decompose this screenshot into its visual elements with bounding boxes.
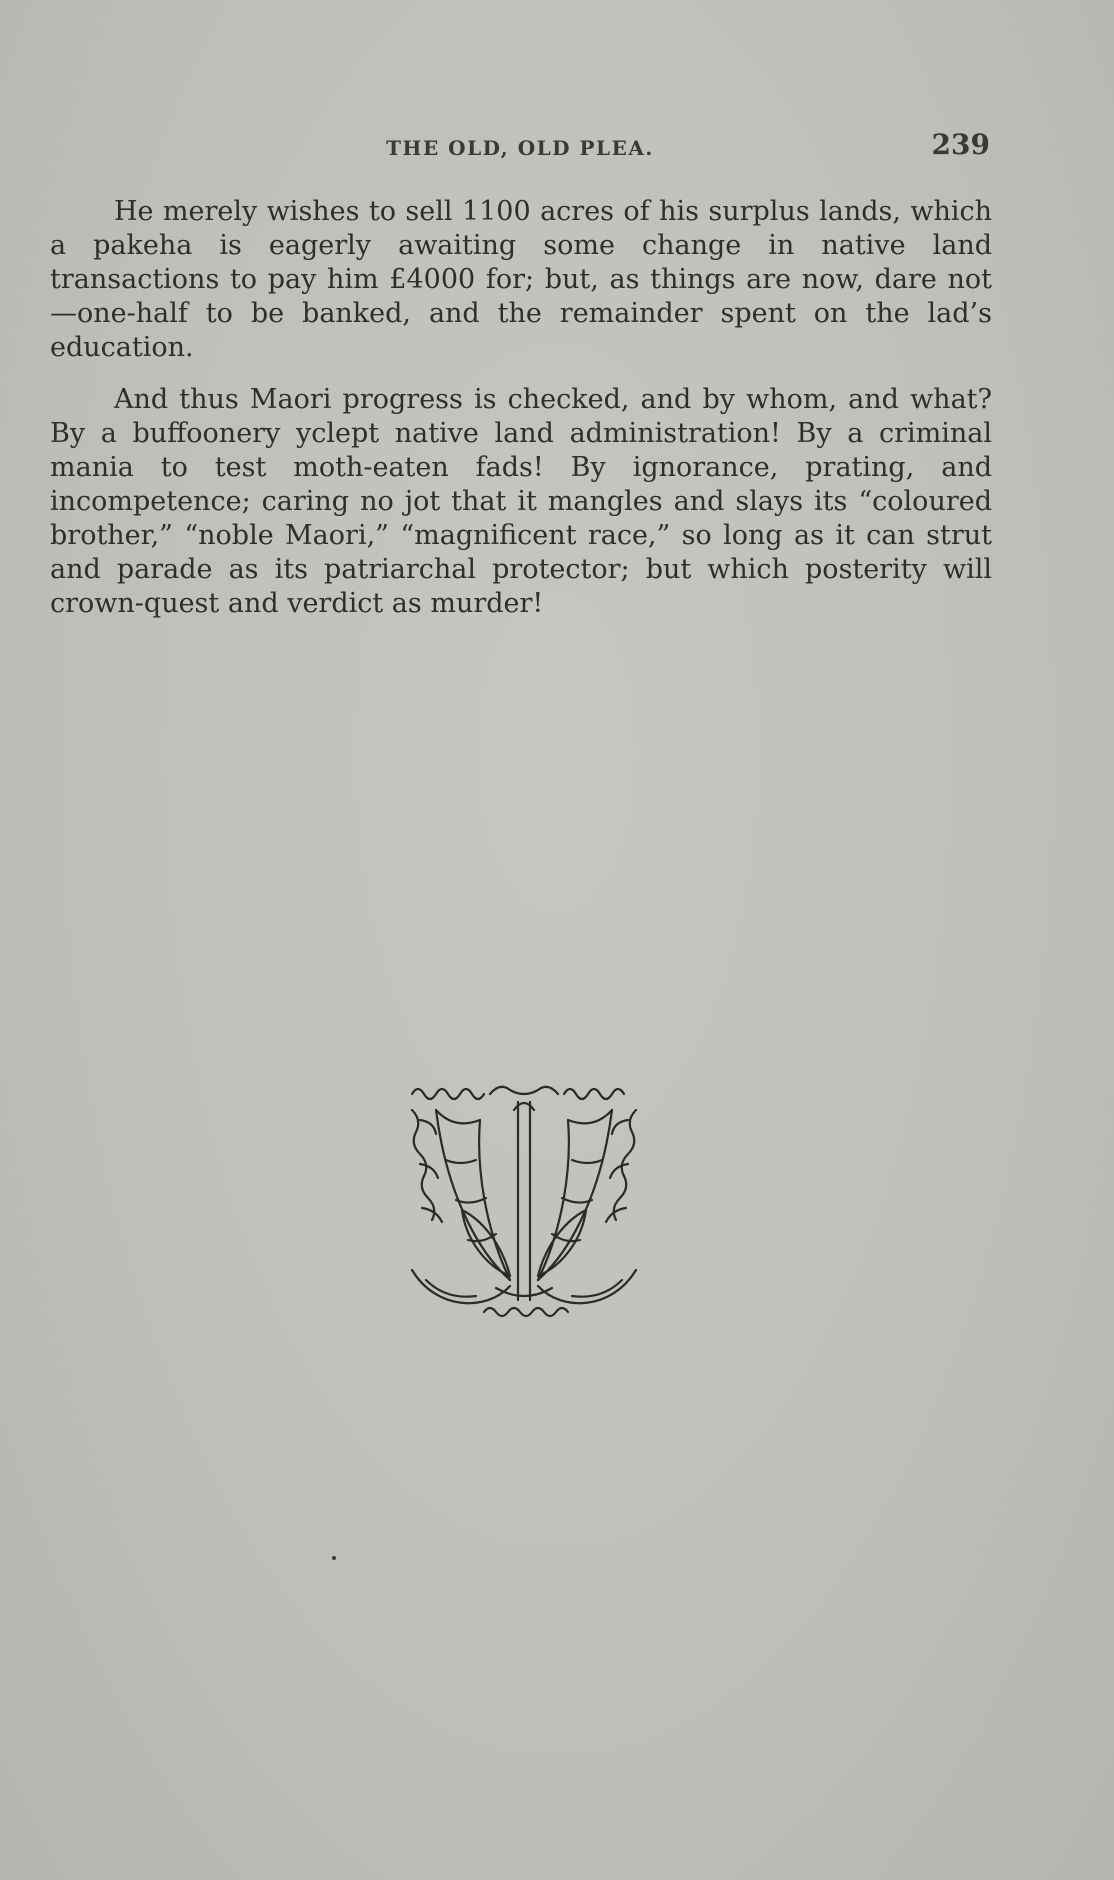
text-block — [50, 195, 992, 639]
tailpiece-ornament-icon — [406, 1080, 642, 1320]
running-head — [50, 128, 990, 168]
paper-speck — [332, 1556, 336, 1560]
paragraph-1: He merely wishes to sell 1100 acres of his surplus lands, which a pakeha is eagerly awaiting some change in native land transactions to pay him £4000 for; but, as things are now, dare not—one-half to be banked, and the remainder spent on the lad’s education. — [50, 196, 992, 363]
running-title: THE OLD, OLD PLEA. — [386, 136, 654, 160]
page-number: 239 — [931, 128, 990, 161]
paragraph-2: And thus Maori progress is checked, and by whom, and what? By a buffoonery yclept native land administration! By a criminal mania to test moth-eaten fads! By ignorance, prating, and incompetence; caring no jot that it mangles and slays its “coloured brother,” “noble Maori,” “magnificent race,” so long as it can strut and parade as its patriarchal protector; but which posterity will crown-quest and verdict as murder! — [50, 384, 992, 619]
